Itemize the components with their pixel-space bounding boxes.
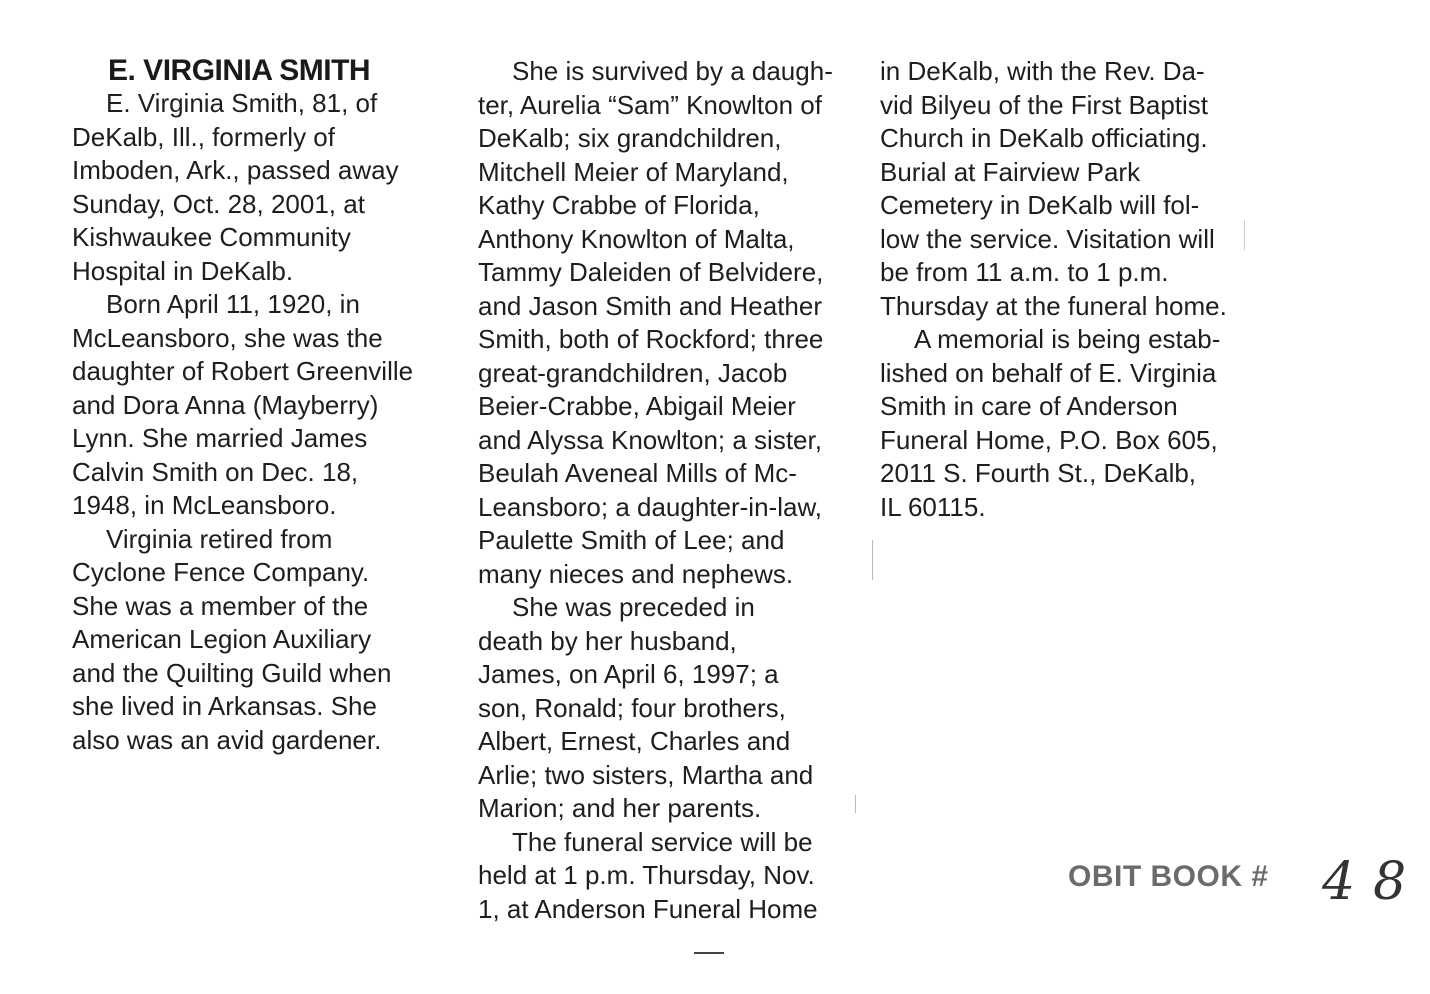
obituary-title: E. VIRGINIA SMITH bbox=[108, 54, 371, 87]
text-line: low the service. Visitation will bbox=[880, 223, 1215, 254]
text-line: 1948, in McLeansboro. bbox=[72, 490, 337, 520]
text-line: American Legion Auxiliary bbox=[72, 624, 372, 654]
text-line: Imboden, Ark., passed away bbox=[72, 155, 399, 185]
text-line: McLeansboro, she was the bbox=[72, 322, 383, 353]
text-line: DeKalb, Ill., formerly of bbox=[72, 121, 335, 152]
text-line: be from 11 a.m. to 1 p.m. bbox=[880, 257, 1169, 287]
text-line: and Jason Smith and Heather bbox=[478, 290, 822, 321]
text-line: Lynn. She married James bbox=[72, 423, 368, 453]
text-line: in DeKalb, with the Rev. Da- bbox=[880, 56, 1205, 86]
paragraph bbox=[72, 288, 413, 523]
scan-speck bbox=[694, 952, 724, 954]
scan-speck bbox=[1244, 220, 1245, 250]
text-line: Beier-Crabbe, Abigail Meier bbox=[478, 391, 796, 421]
handwritten-book-number: 48 bbox=[1322, 852, 1425, 912]
text-line: Arlie; two sisters, Martha and bbox=[478, 759, 814, 790]
text-line: son, Ronald; four brothers, bbox=[478, 692, 786, 723]
column-3 bbox=[880, 55, 1227, 524]
text-line: ter, Aurelia “Sam” Knowlton of bbox=[478, 89, 822, 120]
text-line: Sunday, Oct. 28, 2001, at bbox=[72, 188, 365, 219]
text-line: lished on behalf of E. Virginia bbox=[880, 357, 1217, 388]
scan-speck bbox=[855, 795, 856, 813]
text-line: E. Virginia Smith, 81, of bbox=[106, 88, 378, 118]
text-line: Church in DeKalb officiating. bbox=[880, 123, 1208, 153]
text-line: Smith, both of Rockford; three bbox=[478, 324, 824, 354]
text-line: Smith in care of Anderson bbox=[880, 391, 1178, 421]
text-line: Marion; and her parents. bbox=[478, 793, 762, 823]
text-line: Burial at Fairview Park bbox=[880, 156, 1141, 187]
text-line: Beulah Aveneal Mills of Mc- bbox=[478, 458, 797, 488]
paragraph bbox=[478, 826, 833, 927]
text-line: Cemetery in DeKalb will fol- bbox=[880, 190, 1200, 220]
text-line: vid Bilyeu of the First Baptist bbox=[880, 89, 1209, 120]
text-line: IL 60115. bbox=[880, 491, 986, 522]
text-line: She is survived by a daugh- bbox=[512, 56, 833, 86]
text-line: she lived in Arkansas. She bbox=[72, 691, 377, 721]
text-line: and Dora Anna (Mayberry) bbox=[72, 389, 379, 420]
text-line: many nieces and nephews. bbox=[478, 558, 794, 589]
paragraph bbox=[478, 591, 833, 826]
text-line: held at 1 p.m. Thursday, Nov. bbox=[478, 860, 815, 890]
text-line: Thursday at the funeral home. bbox=[880, 290, 1227, 321]
text-line: Calvin Smith on Dec. 18, bbox=[72, 456, 359, 487]
text-line: great-grandchildren, Jacob bbox=[478, 357, 788, 388]
text-line: also was an avid gardener. bbox=[72, 724, 382, 755]
text-line: Cyclone Fence Company. bbox=[72, 557, 370, 587]
column-1 bbox=[72, 87, 413, 757]
paragraph bbox=[880, 55, 1227, 323]
text-line: Virginia retired from bbox=[106, 523, 333, 554]
text-line: 2011 S. Fourth St., DeKalb, bbox=[880, 458, 1197, 488]
text-line: Tammy Daleiden of Belvidere, bbox=[478, 257, 824, 287]
text-line: She was a member of the bbox=[72, 590, 369, 621]
text-line: Kathy Crabbe of Florida, bbox=[478, 190, 760, 220]
paragraph bbox=[880, 323, 1227, 524]
text-line: Born April 11, 1920, in bbox=[106, 289, 360, 319]
text-line: A memorial is being estab- bbox=[914, 324, 1221, 354]
scan-speck bbox=[872, 540, 873, 580]
text-line: James, on April 6, 1997; a bbox=[478, 659, 779, 689]
text-line: She was preceded in bbox=[512, 592, 755, 622]
text-line: Funeral Home, P.O. Box 605, bbox=[880, 424, 1218, 455]
text-line: Mitchell Meier of Maryland, bbox=[478, 156, 789, 187]
text-line: and Alyssa Knowlton; a sister, bbox=[478, 424, 822, 455]
paragraph bbox=[72, 87, 413, 288]
text-line: Albert, Ernest, Charles and bbox=[478, 726, 791, 756]
paragraph bbox=[72, 523, 413, 758]
text-line: DeKalb; six grandchildren, bbox=[478, 123, 782, 153]
text-line: Leansboro; a daughter-in-law, bbox=[478, 491, 823, 522]
text-line: Kishwaukee Community bbox=[72, 222, 351, 252]
text-line: and the Quilting Guild when bbox=[72, 657, 392, 688]
text-line: daughter of Robert Greenville bbox=[72, 356, 414, 386]
column-2 bbox=[478, 55, 833, 926]
text-line: Hospital in DeKalb. bbox=[72, 255, 294, 286]
paragraph bbox=[478, 55, 833, 591]
text-line: The funeral service will be bbox=[512, 826, 813, 857]
text-line: Paulette Smith of Lee; and bbox=[478, 525, 785, 555]
text-line: death by her husband, bbox=[478, 625, 737, 656]
obit-book-stamp: OBIT BOOK # bbox=[1068, 860, 1269, 893]
text-line: Anthony Knowlton of Malta, bbox=[478, 223, 795, 254]
text-line: 1, at Anderson Funeral Home bbox=[478, 893, 818, 924]
